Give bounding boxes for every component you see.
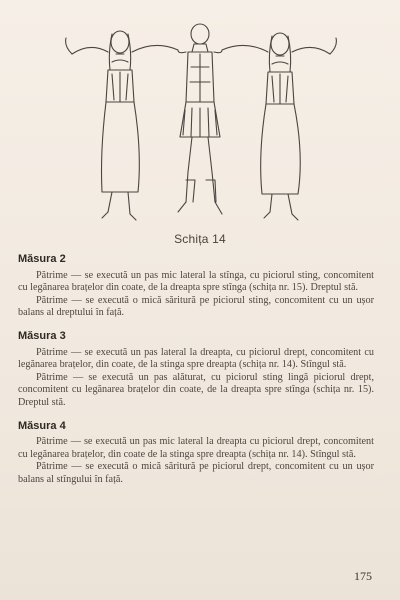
section-title-masura-4: Măsura 4 bbox=[18, 419, 66, 432]
paragraph: Pătrime — se execută o mică săritură pe piciorul drept, concomitent cu un ușor balans al stîngului în față. bbox=[18, 461, 374, 485]
dance-sketch-illustration bbox=[50, 12, 350, 227]
dancer-left-figure bbox=[102, 31, 140, 220]
body-text bbox=[18, 253, 374, 487]
paragraph: Pătrime — se execută un pas alăturat, cu piciorul sting lingă piciorul drept, concomitent cu legănarea brațelor din coate, de la dreapta spre stînga (schița nr. 15). Dreptul stă. bbox=[18, 371, 374, 408]
dancer-center-figure bbox=[178, 24, 222, 214]
dancer-right-figure bbox=[261, 33, 301, 220]
section-title-masura-2: Măsura 2 bbox=[18, 253, 66, 265]
figure-caption: Schița 14 bbox=[174, 232, 226, 246]
paragraph: Pătrime — se execută o mică săritură pe piciorul sting, concomitent cu un ușor balans al dreptului în față. bbox=[18, 294, 374, 319]
section-title-masura-3: Măsura 3 bbox=[18, 329, 66, 342]
paragraph: Pătrime — se execută un pas mic lateral la dreapta cu piciorul drept, concomitent cu legănarea brațelor, din coate de la stinga spre dreapta (schița nr. 14). Stîngul stă. bbox=[18, 436, 374, 460]
page-number: 175 bbox=[354, 569, 372, 583]
paragraph: Pătrime — se execută un pas lateral la dreapta, cu piciorul drept, concomitent cu legănarea brațelor, din coate, de la stinga spre dreapta (schița nr. 14). Stîngul stă. bbox=[18, 346, 374, 371]
paragraph: Pătrime — se execută un pas mic lateral la stînga, cu piciorul sting, concomitent cu legănarea brațelor din coate, de la dreapta spre stînga (schița nr. 15). Dreptul stă. bbox=[18, 269, 374, 294]
